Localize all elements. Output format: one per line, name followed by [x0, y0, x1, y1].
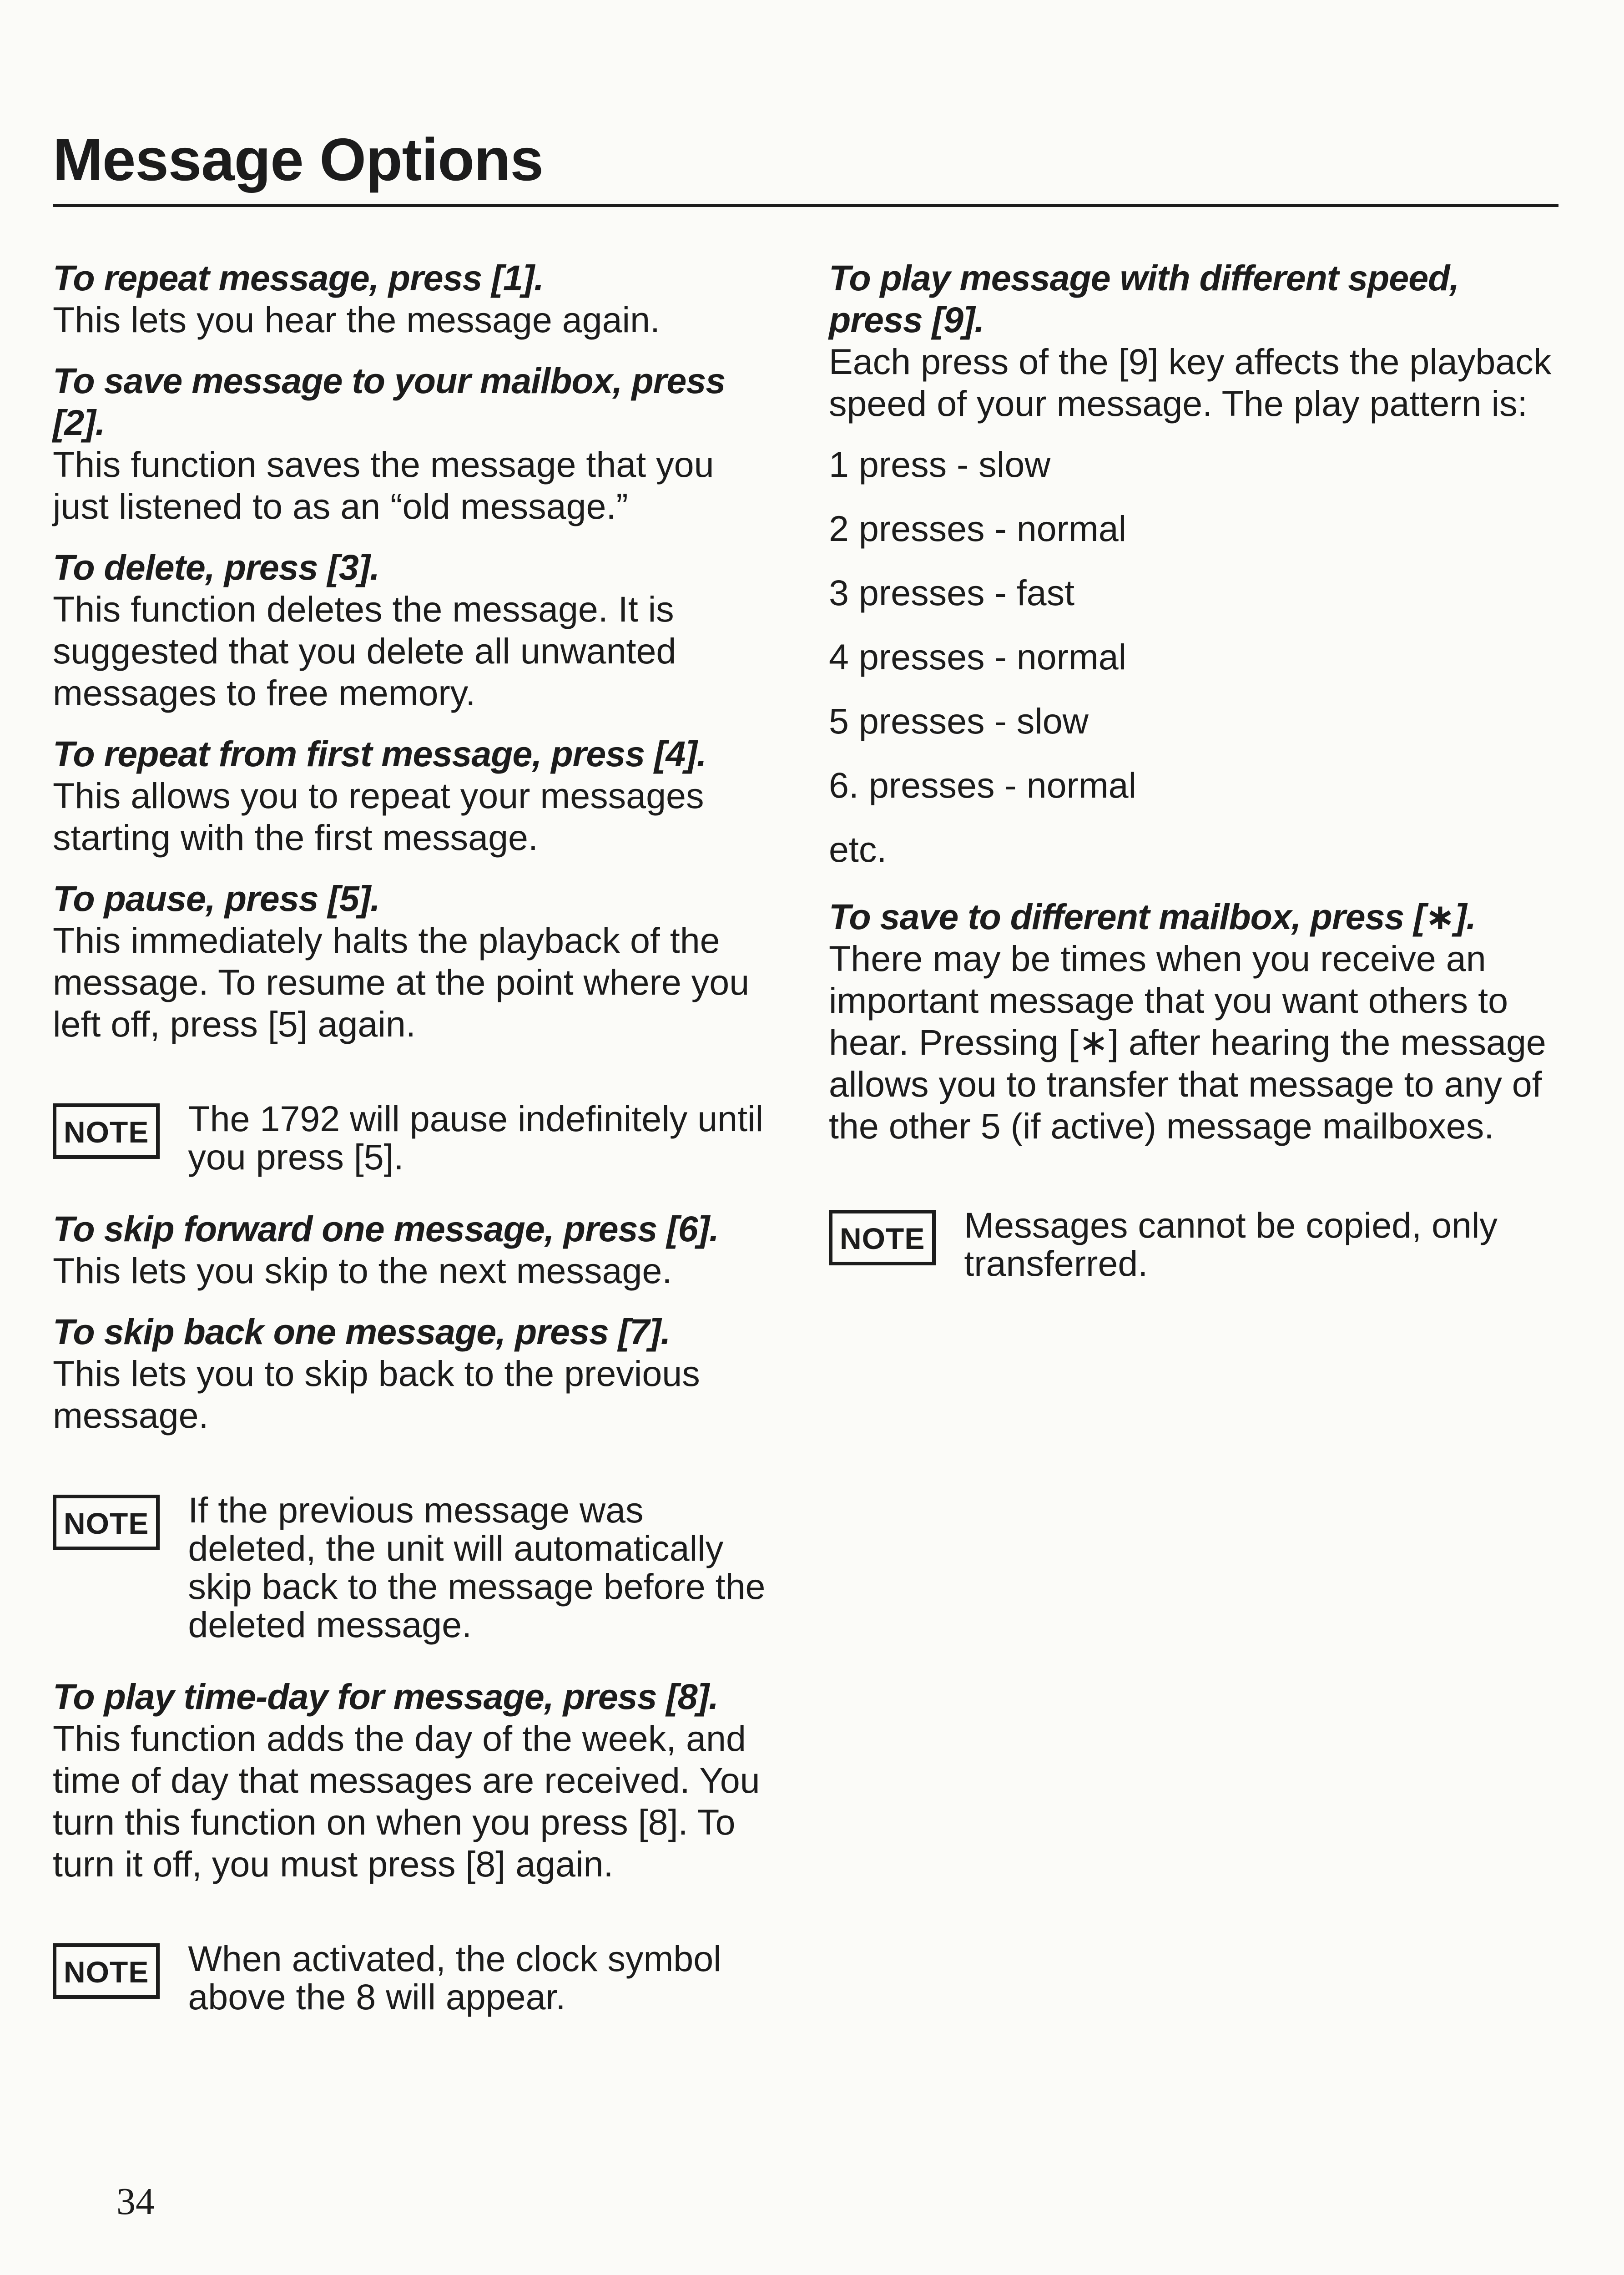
- left-column: [53, 257, 769, 2048]
- entry-text: This lets you to skip back to the previous message.: [53, 1353, 700, 1436]
- entry-heading: To repeat message, press [1].: [53, 258, 544, 298]
- entry-text: This lets you hear the message again.: [53, 299, 660, 340]
- entry-heading: To skip forward one message, press [6].: [53, 1208, 719, 1249]
- note-badge: NOTE: [829, 1210, 936, 1265]
- entry-transfer: [829, 896, 1557, 1147]
- entry-repeat-message: [53, 257, 769, 341]
- entry-heading: To save message to your mailbox, press [2].: [53, 360, 726, 443]
- entry-heading: To skip back one message, press [7].: [53, 1311, 671, 1352]
- entry-delete: [53, 546, 769, 714]
- pattern-item: 4 presses - normal: [829, 637, 1127, 677]
- pattern-etc: etc.: [829, 829, 887, 870]
- entry-text: Each press of the [9] key affects the playback speed of your message. The play pattern is:: [829, 341, 1552, 424]
- pattern-item: 3 presses - fast: [829, 572, 1075, 613]
- entry-heading: To play message with different speed, press [9].: [829, 258, 1459, 340]
- entry-skip-back: [53, 1311, 769, 1436]
- entry-text: This function deletes the message. It is suggested that you delete all unwanted messages to free memory.: [53, 589, 676, 713]
- entry-heading: To play time-day for message, press [8].: [53, 1676, 718, 1717]
- play-pattern-list: [829, 444, 1557, 806]
- right-column: [829, 257, 1557, 1314]
- note-text: When activated, the clock symbol above the 8 will appear.: [188, 1938, 721, 2017]
- note-text: Messages cannot be copied, only transferred.: [964, 1205, 1498, 1284]
- entry-text: This function saves the message that you just listened to as an “old message.”: [53, 444, 714, 526]
- page-number: 34: [116, 2180, 155, 2223]
- entry-time-day: [53, 1676, 769, 1885]
- pattern-item: 2 presses - normal: [829, 508, 1127, 549]
- title-rule: [53, 204, 1558, 207]
- pattern-item: 6. presses - normal: [829, 765, 1137, 805]
- note-pause: [53, 1100, 769, 1176]
- entry-speed: [829, 257, 1557, 425]
- note-text: If the previous message was deleted, the unit will automatically skip back to the message before the deleted message.: [188, 1490, 766, 1645]
- note-text: The 1792 will pause indefinitely until you press [5].: [188, 1098, 764, 1177]
- note-transfer-only: [829, 1206, 1557, 1283]
- note-badge: NOTE: [53, 1943, 160, 1999]
- note-deleted-message: [53, 1491, 769, 1644]
- entry-save-message: [53, 360, 769, 527]
- page-title: Message Options: [53, 126, 543, 193]
- note-badge: NOTE: [53, 1495, 160, 1550]
- entry-skip-forward: [53, 1208, 769, 1292]
- entry-text: This allows you to repeat your messages starting with the first message.: [53, 775, 704, 858]
- entry-heading: To save to different mailbox, press [∗].: [829, 896, 1476, 937]
- pattern-item: 1 press - slow: [829, 444, 1051, 485]
- pattern-item: 5 presses - slow: [829, 701, 1089, 741]
- entry-heading: To repeat from first message, press [4].: [53, 733, 706, 774]
- note-badge: NOTE: [53, 1103, 160, 1159]
- note-clock-symbol: [53, 1940, 769, 2016]
- entry-text: There may be times when you receive an important message that you want others to hear. Pressing [∗] after hearing the message allows you to transfer that message to any of the other 5 (if active) message mailboxes.: [829, 938, 1546, 1146]
- entry-heading: To pause, press [5].: [53, 878, 380, 919]
- entry-repeat-first: [53, 733, 769, 859]
- entry-heading: To delete, press [3].: [53, 547, 380, 587]
- entry-text: This immediately halts the playback of the message. To resume at the point where you left off, press [5] again.: [53, 920, 750, 1044]
- entry-pause: [53, 878, 769, 1045]
- entry-text: This function adds the day of the week, and time of day that messages are received. You turn this function on when you press [8]. To turn it off, you must press [8] again.: [53, 1718, 760, 1884]
- entry-text: This lets you skip to the next message.: [53, 1250, 672, 1291]
